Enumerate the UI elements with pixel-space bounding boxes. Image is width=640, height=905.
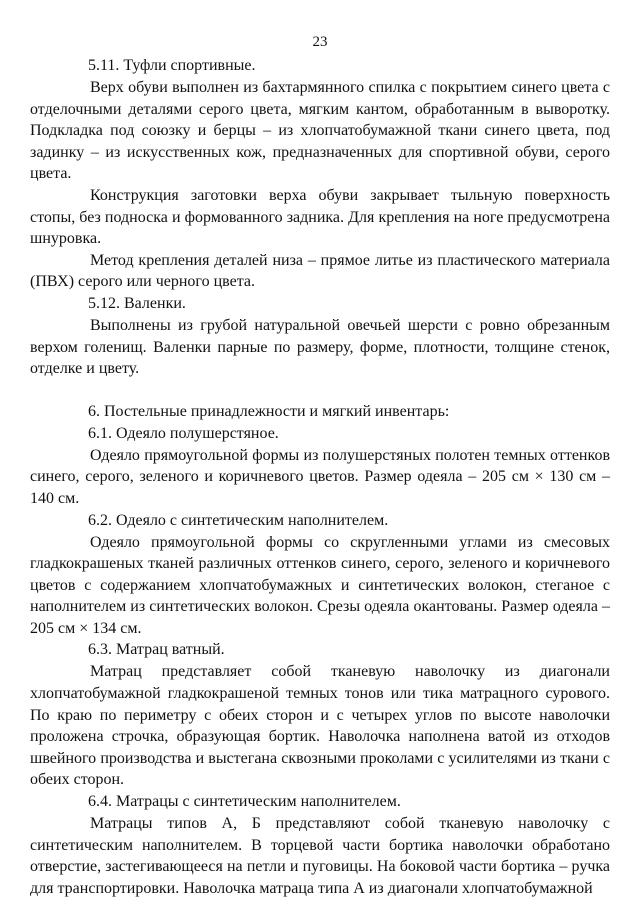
section-heading-5-12: 5.12. Валенки. [88, 294, 186, 312]
section-heading-6-4: 6.4. Матрацы с синтетическим наполнителем. [88, 793, 401, 811]
paragraph-sport-shoes-upper: Верх обуви выполнен из бахтармянного спилка с покрытием синего цвета с отделочными деталями серого цвета, мягким кантом, обработанным в выворотку. Подкладка под союзку и берцы – из хлопчатобумажной ткани синего цвета, под задинку – из искусственных кож, предназначенных для спортивной обуви, серого цвета. [30, 79, 610, 183]
paragraph-sport-shoes-sole: Метод крепления деталей низа – прямое литье из пластического материала (ПВХ) серого или черного цвета. [30, 251, 610, 291]
paragraph-synthetic-mattress: Матрацы типов А, Б представляют собой тканевую наволочку с синтетическим наполнителем. В торцевой части бортика наволочки обработано отверстие, застегивающееся на петли и пуговицы. На боковой части бортика – ручка для транспортировки. Наволочка матраца типа А из диагонали хлопчатобумажной [30, 815, 610, 897]
paragraph-synthetic-blanket: Одеяло прямоугольной формы со скругленными углами из смесовых гладкокрашеных тканей различных оттенков синего, серого, зеленого и коричневого цветов с содержанием хлопчатобумажных и синтетических волокон, стеганое с наполнителем из синтетических волокон. Срезы одеяла окантованы. Размер одеяла – 205 см × 134 см. [30, 533, 610, 637]
section-gap [88, 380, 610, 401]
page-number: 23 [312, 34, 328, 50]
paragraph-half-wool-blanket: Одеяло прямоугольной формы из полушерстяных полотен темных оттенков синего, серого, зеленого и коричневого цветов. Размер одеяла – 205 см × 130 см – 140 см. [30, 446, 610, 507]
section-heading-6: 6. Постельные принадлежности и мягкий инвентарь: [88, 402, 450, 420]
paragraph-cotton-mattress: Матрац представляет собой тканевую наволочку из диагонали хлопчатобумажной гладкокрашеной темных тонов или тика матрацного сурового. По краю по периметру с обеих сторон и с четырех углов по высоте наволочки проложена строчка, образующая бортик. Наволочка наполнена ватой из отходов швейного производства и выстегана сквозными проколами с усилителями из ткани с обеих сторон. [30, 663, 610, 789]
section-heading-6-3: 6.3. Матрац ватный. [88, 641, 225, 659]
section-heading-5-11: 5.11. Туфли спортивные. [88, 57, 256, 74]
paragraph-sport-shoes-construction: Конструкция заготовки верха обуви закрывает тыльную поверхность стопы, без подноска и формованного задника. Для крепления на ноге предусмотрена шнуровка. [30, 186, 610, 248]
section-heading-6-1: 6.1. Одеяло полушерстяное. [88, 424, 279, 442]
paragraph-valenki: Выполнены из грубой натуральной овечьей шерсти с ровно обрезанным верхом голенищ. Валенки парные по размеру, форме, плотности, толщине стенок, отделке и цвету. [30, 316, 610, 378]
section-heading-6-2: 6.2. Одеяло с синтетическим наполнителем. [88, 511, 389, 529]
document-body [30, 55, 610, 899]
